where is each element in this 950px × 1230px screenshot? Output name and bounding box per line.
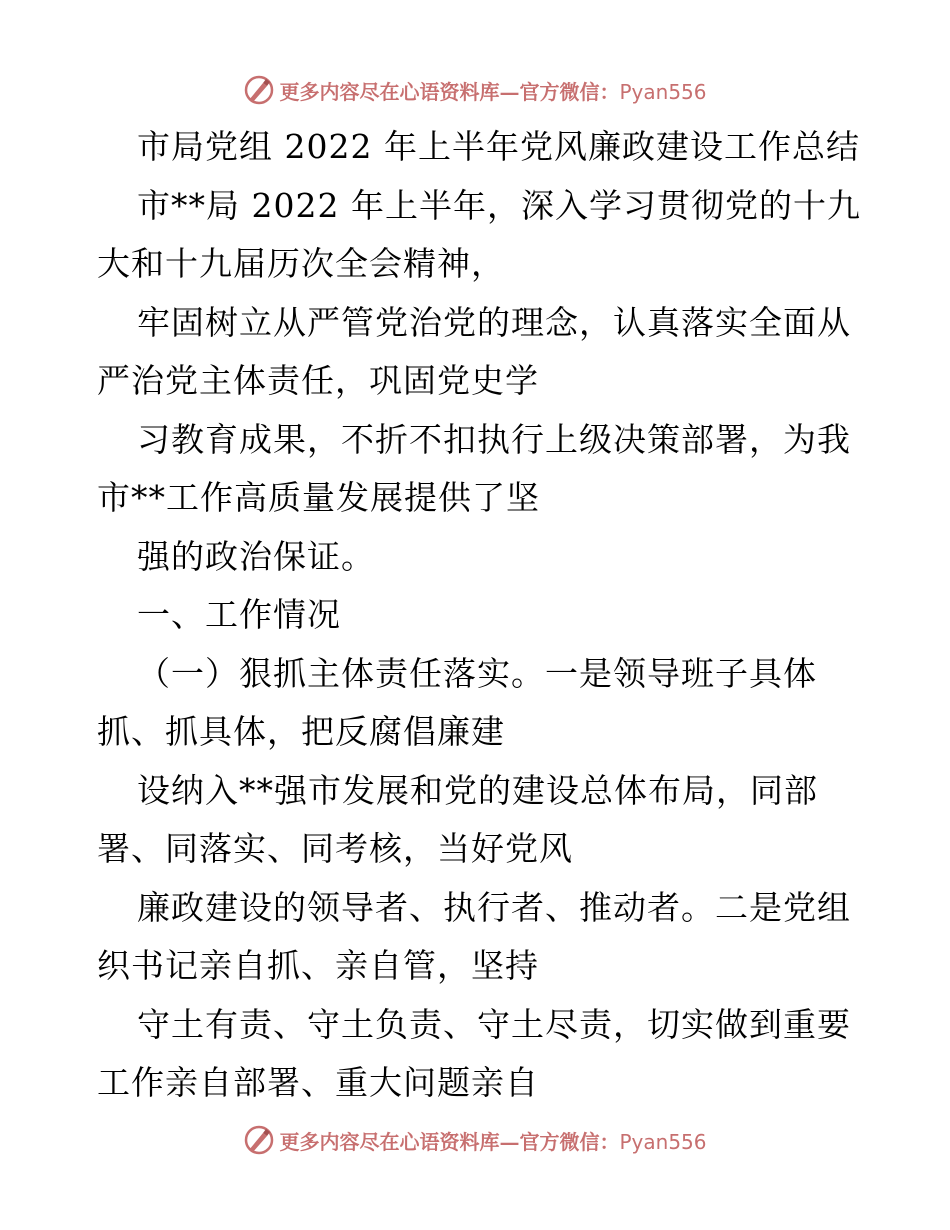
banner-label: 更多内容尽在心语资料库—官方微信： xyxy=(279,1129,620,1154)
document-line: 牢固树立从严管党治党的理念，认真落实全面从 xyxy=(137,302,851,342)
banner-label: 更多内容尽在心语资料库—官方微信： xyxy=(279,79,620,104)
document-line: 市局党组 2022 年上半年党风廉政建设工作总结 xyxy=(137,127,860,166)
wechat-id: Pyan556 xyxy=(619,1129,707,1154)
document-line: 大和十九届历次全会精神， xyxy=(97,244,505,283)
document-line: 一、工作情况 xyxy=(137,595,341,634)
document-line: 署、同落实、同考核，当好党风 xyxy=(97,829,573,868)
document-line: 廉政建设的领导者、执行者、推动者。二是党组 xyxy=(137,887,851,927)
pen-logo-icon xyxy=(243,1124,275,1156)
header-watermark-banner xyxy=(0,72,950,108)
document-line: 织书记亲自抓、亲自管，坚持 xyxy=(97,946,539,985)
document-line: （一）狠抓主体责任落实。一是领导班子具体 xyxy=(137,653,817,693)
document-line: 守土有责、守土负责、守土尽责，切实做到重要 xyxy=(137,1004,851,1044)
banner-text xyxy=(279,1126,706,1155)
wechat-id: Pyan556 xyxy=(619,79,707,104)
document-line: 设纳入**强市发展和党的建设总体布局，同部 xyxy=(137,770,818,810)
document-line: 强的政治保证。 xyxy=(137,536,375,576)
footer-watermark-banner xyxy=(0,1122,950,1158)
document-line: 习教育成果，不折不扣执行上级决策部署，为我 xyxy=(137,419,851,459)
document-line: 工作亲自部署、重大问题亲自 xyxy=(97,1063,539,1102)
pen-logo-icon xyxy=(243,74,275,106)
document-line: 严治党主体责任，巩固党史学 xyxy=(97,361,539,400)
banner-text xyxy=(279,76,706,105)
document-body xyxy=(97,118,861,1113)
document-line: 市**局 2022 年上半年，深入学习贯彻党的十九 xyxy=(137,185,861,225)
document-line: 市**工作高质量发展提供了坚 xyxy=(97,478,540,517)
document-line: 抓、抓具体，把反腐倡廉建 xyxy=(97,712,505,751)
